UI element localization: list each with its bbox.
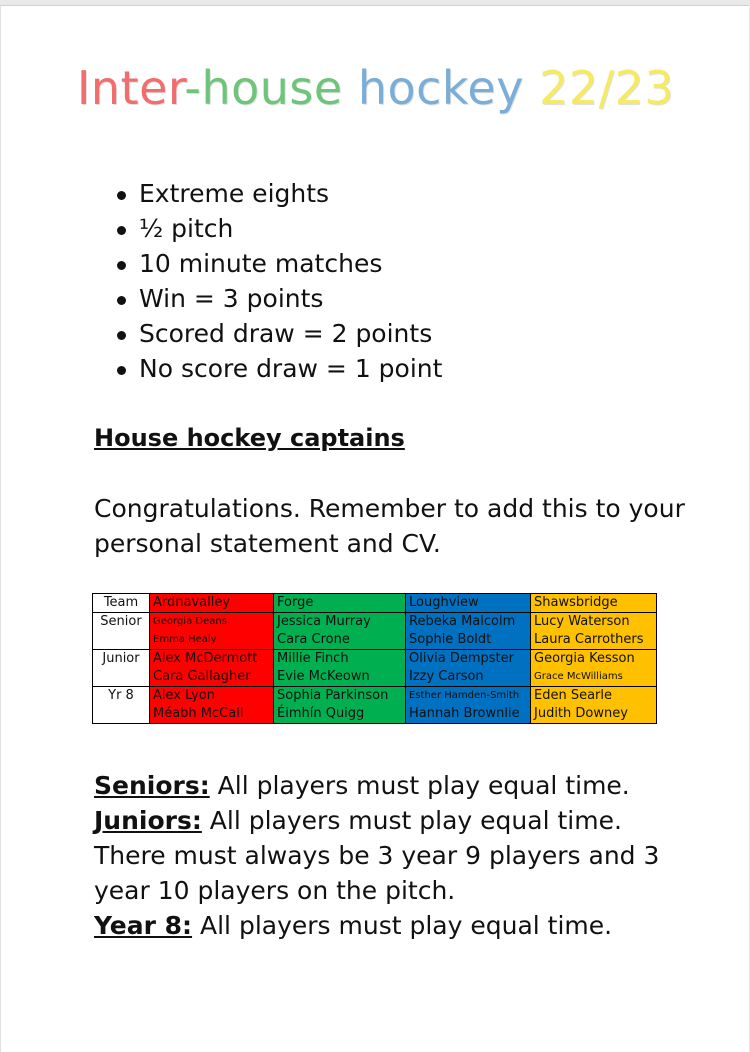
house-header-forge: Forge xyxy=(274,594,406,613)
rule-item: Scored draw = 2 points xyxy=(117,316,442,351)
table-header-row xyxy=(93,594,657,613)
note-year8 xyxy=(94,908,694,943)
captain-name: Judith Downey xyxy=(534,706,628,721)
captain-cell xyxy=(531,613,657,650)
captain-name: Millie Finch xyxy=(277,651,349,666)
rule-item: 10 minute matches xyxy=(117,246,442,281)
note-seniors xyxy=(94,768,694,803)
row-label: Yr 8 xyxy=(93,687,150,724)
team-header-cell: Team xyxy=(93,594,150,613)
captain-name: Cara Crone xyxy=(277,632,350,647)
note-label: Year 8: xyxy=(94,911,193,940)
captain-name: Grace McWilliams xyxy=(534,671,623,682)
captain-name: Éimhín Quigg xyxy=(277,706,365,721)
house-header-ardnavalley: Ardnavalley xyxy=(150,594,274,613)
captain-name: Evie McKeown xyxy=(277,669,370,684)
captain-cell xyxy=(274,687,406,724)
rule-item: No score draw = 1 point xyxy=(117,351,442,386)
captain-name: Lucy Waterson xyxy=(534,614,630,629)
note-text: All players must play equal time. xyxy=(209,771,630,800)
captain-name: Rebeka Malcolm xyxy=(409,614,516,629)
captain-cell xyxy=(274,650,406,687)
captain-name: Esther Hamden-Smith xyxy=(409,690,520,701)
captain-cell xyxy=(531,650,657,687)
house-header-loughview: Loughview xyxy=(406,594,531,613)
captain-cell xyxy=(406,613,531,650)
table-row-senior xyxy=(93,613,657,650)
captain-name: Cara Gallagher xyxy=(153,669,251,684)
captain-name: Laura Carrothers xyxy=(534,632,644,647)
notes-section xyxy=(94,768,694,943)
captains-heading: House hockey captains xyxy=(94,424,405,452)
title-part-inter: Inter xyxy=(76,61,185,115)
captain-name: Olivia Dempster xyxy=(409,651,514,666)
captain-name: Hannah Brownlie xyxy=(409,706,520,721)
captain-name: Méabh McCall xyxy=(153,706,244,721)
note-text: All players must play equal time. There must always be 3 year 9 players and 3 year 10 players on the pitch. xyxy=(94,806,660,905)
document-page xyxy=(0,5,749,1052)
title-part-hockey: hockey xyxy=(357,61,540,115)
captain-name: Sophie Boldt xyxy=(409,632,492,647)
captain-cell xyxy=(406,650,531,687)
captains-table xyxy=(92,593,657,724)
rule-item: ½ pitch xyxy=(117,211,442,246)
title-part-house: -house xyxy=(184,61,358,115)
captain-cell xyxy=(531,687,657,724)
captain-name: Alex McDermott xyxy=(153,651,258,666)
note-label: Seniors: xyxy=(94,771,210,800)
captain-name: Georgia Deans xyxy=(153,616,227,627)
congrats-paragraph: Congratulations. Remember to add this to your personal statement and CV. xyxy=(94,494,685,558)
table-row-yr8 xyxy=(93,687,657,724)
page-title xyxy=(1,56,750,120)
captain-name: Sophia Parkinson xyxy=(277,688,389,703)
row-label: Junior xyxy=(93,650,150,687)
captain-name: Eden Searle xyxy=(534,688,613,703)
captain-cell xyxy=(150,613,274,650)
rule-item: Extreme eights xyxy=(117,176,442,211)
note-text: All players must play equal time. xyxy=(192,911,613,940)
captain-name: Izzy Carson xyxy=(409,669,484,684)
captain-cell xyxy=(150,687,274,724)
captain-name: Alex Lyon xyxy=(153,688,216,703)
table-row-junior xyxy=(93,650,657,687)
rule-item: Win = 3 points xyxy=(117,281,442,316)
note-juniors xyxy=(94,803,694,908)
note-label: Juniors: xyxy=(94,806,202,835)
rules-list xyxy=(117,176,442,386)
captain-name: Jessica Murray xyxy=(277,614,371,629)
captain-name: Georgia Kesson xyxy=(534,651,635,666)
captain-name: Emma Healy xyxy=(153,634,217,645)
captain-cell xyxy=(406,687,531,724)
row-label: Senior xyxy=(93,613,150,650)
house-header-shawsbridge: Shawsbridge xyxy=(531,594,657,613)
title-part-year: 22/23 xyxy=(539,61,675,115)
captain-cell xyxy=(150,650,274,687)
captain-cell xyxy=(274,613,406,650)
